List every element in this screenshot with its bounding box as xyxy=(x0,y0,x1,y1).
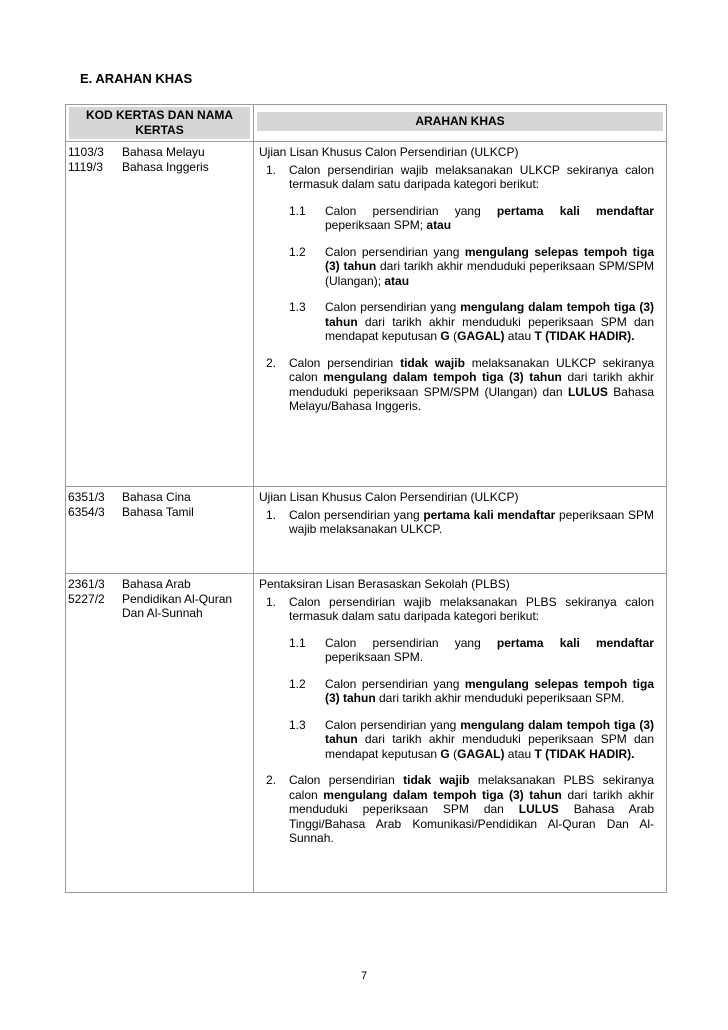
instruction-heading: Ujian Lisan Khusus Calon Persendirian (ULKCP) xyxy=(259,145,519,159)
list-item xyxy=(259,595,654,762)
paper-name: Pendidikan Al-Quran xyxy=(122,591,233,606)
paper-code: 6351/3 xyxy=(68,490,105,504)
item-text: Calon persendirian tidak wajib melaksanakan ULKCP sekiranya calon mengulang dalam tempoh tiga (3) tahun dari tarikh akhir menduduki peperiksaan SPM/SPM (Ulangan) dan LULUS Bahasa Melayu/Bahasa Inggeris. xyxy=(289,355,654,413)
item-number: 1. xyxy=(266,507,277,522)
paper-code: 2361/3 xyxy=(68,577,105,591)
list-item xyxy=(259,508,654,537)
sub-item-number: 1.3 xyxy=(289,717,306,732)
sub-item xyxy=(289,636,654,665)
paper-codes xyxy=(66,142,253,174)
table-row xyxy=(66,574,667,893)
paper-code-item xyxy=(68,592,253,607)
sub-item xyxy=(289,245,654,289)
sub-item-number: 1.1 xyxy=(289,635,306,650)
paper-codes xyxy=(66,574,253,621)
paper-name: Bahasa Melayu xyxy=(122,145,205,159)
sub-item-text: Calon persendirian yang pertama kali mendaftar peperiksaan SPM. xyxy=(325,635,654,664)
paper-name: Bahasa Inggeris xyxy=(122,159,209,174)
sub-item xyxy=(289,300,654,344)
paper-code-item xyxy=(68,490,253,505)
sub-item-text: Calon persendirian yang mengulang selepas tempoh tiga (3) tahun dari tarikh akhir menduduki peperiksaan SPM/SPM (Ulangan); atau xyxy=(325,244,654,288)
item-number: 2. xyxy=(266,773,277,787)
list-item xyxy=(259,356,654,414)
list-item xyxy=(259,163,654,344)
paper-codes xyxy=(66,487,253,519)
item-text: Calon persendirian tidak wajib melaksanakan PLBS sekiranya calon mengulang dalam tempoh tiga (3) tahun dari tarikh akhir menduduki peperiksaan SPM dan LULUS Bahasa Arab Tinggi/Bahasa Arab Komunikasi/Pendidikan Al-Quran Dan Al-Sunnah. xyxy=(289,773,654,845)
item-text: Calon persendirian wajib melaksanakan ULKCP sekiranya calon termasuk dalam satu daripada kategori berikut: xyxy=(289,162,654,191)
paper-code: 5227/2 xyxy=(68,591,105,606)
section-title: E. ARAHAN KHAS xyxy=(80,71,193,86)
paper-code-item xyxy=(68,145,253,160)
item-text: Calon persendirian yang pertama kali mendaftar peperiksaan SPM wajib melaksanakan ULKCP. xyxy=(289,507,654,536)
item-number: 1. xyxy=(266,594,277,609)
item-number: 1. xyxy=(266,162,277,177)
table-row xyxy=(66,142,667,487)
sub-item-number: 1.2 xyxy=(289,244,306,259)
sub-item-text: Calon persendirian yang pertama kali mendaftar peperiksaan SPM; atau xyxy=(325,203,654,232)
page-number: 7 xyxy=(360,970,368,982)
list-item xyxy=(259,773,654,846)
sub-item-text: Calon persendirian yang mengulang dalam tempoh tiga (3) tahun dari tarikh akhir menduduki peperiksaan SPM dan mendapat keputusan G (GAGAL) atau T (TIDAK HADIR). xyxy=(325,300,654,343)
table-header-row xyxy=(66,105,667,142)
instruction-heading: Pentaksiran Lisan Berasaskan Sekolah (PLBS) xyxy=(259,577,510,591)
paper-name: Bahasa Arab xyxy=(122,577,191,591)
item-number: 2. xyxy=(266,355,277,370)
paper-code: 1119/3 xyxy=(68,159,103,174)
paper-code: 6354/3 xyxy=(68,504,105,519)
sub-item xyxy=(289,204,654,233)
paper-code-item xyxy=(68,505,253,520)
sub-item-number: 1.2 xyxy=(289,676,306,691)
sub-item-text: Calon persendirian yang mengulang dalam tempoh tiga (3) tahun dari tarikh akhir menduduki peperiksaan SPM dan mendapat keputusan G (GAGAL) atau T (TIDAK HADIR). xyxy=(325,717,654,761)
header-paper-code: KOD KERTAS DAN NAMA KERTAS xyxy=(69,107,250,139)
sub-item xyxy=(289,677,654,706)
paper-name: Bahasa Cina xyxy=(122,490,191,504)
instruction-heading: Ujian Lisan Khusus Calon Persendirian (ULKCP) xyxy=(259,490,519,504)
paper-name-continuation: Dan Al-Sunnah xyxy=(122,606,203,620)
paper-code-item xyxy=(68,160,253,175)
special-instructions-table xyxy=(65,104,667,893)
table-row xyxy=(66,487,667,574)
paper-code: 1103/3 xyxy=(68,145,104,159)
sub-item-text: Calon persendirian yang mengulang selepas tempoh tiga (3) tahun dari tarikh akhir menduduki peperiksaan SPM. xyxy=(325,676,654,705)
sub-item-number: 1.3 xyxy=(289,300,306,314)
sub-item xyxy=(289,718,654,762)
header-instructions: ARAHAN KHAS xyxy=(257,112,663,131)
paper-code-item xyxy=(68,577,253,592)
paper-name: Bahasa Tamil xyxy=(122,504,194,519)
sub-item-number: 1.1 xyxy=(289,203,306,218)
item-text: Calon persendirian wajib melaksanakan PLBS sekiranya calon termasuk dalam satu daripada kategori berikut: xyxy=(289,594,654,623)
